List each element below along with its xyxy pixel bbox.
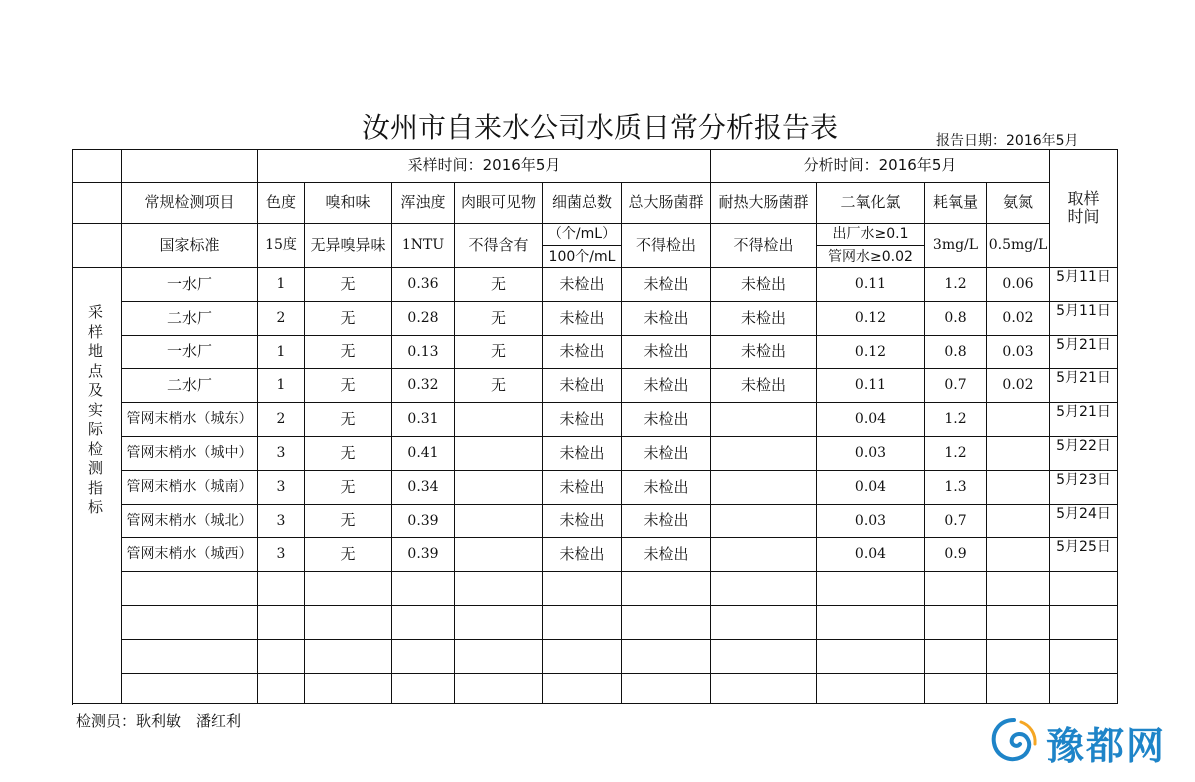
column-header: 耗氧量 (925, 183, 987, 224)
site-cell: 管网末梢水（城东） (122, 403, 258, 437)
value-cell: 0.13 (392, 336, 455, 369)
site-cell: 管网末梢水（城西） (122, 538, 258, 572)
corner-cell (72, 224, 122, 268)
value-cell: 0.04 (817, 403, 925, 437)
standard-value: 15度 (258, 224, 305, 268)
value-cell (258, 640, 305, 674)
value-cell: 1 (258, 369, 305, 403)
value-cell: 1.2 (925, 437, 987, 471)
value-cell: 0.12 (817, 336, 925, 369)
value-cell: 无 (305, 538, 392, 572)
site-cell (122, 572, 258, 606)
site-cell: 一水厂 (122, 268, 258, 302)
value-cell: 0.41 (392, 437, 455, 471)
value-cell: 2 (258, 403, 305, 437)
value-cell (455, 640, 543, 674)
date-cell: 5月22日 (1050, 437, 1118, 471)
value-cell (711, 674, 817, 704)
value-cell (455, 674, 543, 704)
value-cell: 无 (305, 369, 392, 403)
value-cell (817, 606, 925, 640)
value-cell: 未检出 (543, 268, 622, 302)
date-cell: 5月21日 (1050, 336, 1118, 369)
value-cell: 未检出 (543, 302, 622, 336)
site-cell: 管网末梢水（城北） (122, 505, 258, 538)
column-header: 总大肠菌群 (622, 183, 711, 224)
value-cell: 0.11 (817, 369, 925, 403)
value-cell: 0.02 (987, 302, 1050, 336)
value-cell: 0.34 (392, 471, 455, 505)
value-cell: 3 (258, 471, 305, 505)
sample-time-header: 取样 时间 (1050, 149, 1118, 268)
value-cell (711, 572, 817, 606)
column-header: 氨氮 (987, 183, 1050, 224)
corner-cell (72, 149, 122, 183)
value-cell (455, 606, 543, 640)
value-cell: 未检出 (622, 268, 711, 302)
date-cell: 5月23日 (1050, 471, 1118, 505)
inspectors-line: 检测员：耿利敏 潘红利 (76, 712, 242, 730)
value-cell: 未检出 (622, 403, 711, 437)
standard-value: 不得含有 (455, 224, 543, 268)
column-header: 耐热大肠菌群 (711, 183, 817, 224)
location-label: 采样 地点 及实 际检 测指 标 (72, 268, 122, 704)
site-cell: 管网末梢水（城南） (122, 471, 258, 505)
value-cell: 0.7 (925, 369, 987, 403)
value-cell: 1 (258, 268, 305, 302)
standard-value-split: （个/mL） 100个/mL (543, 224, 622, 268)
date-cell (1050, 674, 1118, 704)
standard-value: 无异嗅异味 (305, 224, 392, 268)
value-cell (258, 674, 305, 704)
value-cell: 0.9 (925, 538, 987, 572)
value-cell: 0.31 (392, 403, 455, 437)
standard-header: 国家标准 (122, 224, 258, 268)
value-cell (987, 674, 1050, 704)
report-date: 报告日期：2016年5月 (936, 133, 1079, 149)
column-header: 二氧化氯 (817, 183, 925, 224)
value-cell: 无 (455, 268, 543, 302)
value-cell: 未检出 (711, 268, 817, 302)
value-cell (711, 640, 817, 674)
value-cell: 无 (455, 336, 543, 369)
swirl-logo-icon (988, 714, 1040, 770)
item-header: 常规检测项目 (122, 183, 258, 224)
value-cell: 1.3 (925, 471, 987, 505)
value-cell: 未检出 (622, 538, 711, 572)
standard-value: 3mg/L (925, 224, 987, 268)
value-cell: 0.03 (817, 437, 925, 471)
value-cell (455, 403, 543, 437)
value-cell: 无 (305, 302, 392, 336)
value-cell: 无 (305, 437, 392, 471)
value-cell: 未检出 (543, 471, 622, 505)
value-cell: 3 (258, 538, 305, 572)
value-cell (622, 640, 711, 674)
value-cell: 未检出 (622, 369, 711, 403)
value-cell (987, 572, 1050, 606)
column-header: 浑浊度 (392, 183, 455, 224)
value-cell: 0.12 (817, 302, 925, 336)
value-cell: 无 (305, 471, 392, 505)
value-cell: 未检出 (622, 336, 711, 369)
value-cell: 0.04 (817, 471, 925, 505)
column-header: 色度 (258, 183, 305, 224)
value-cell: 无 (305, 403, 392, 437)
value-cell (925, 640, 987, 674)
corner-cell (122, 149, 258, 183)
value-cell (543, 674, 622, 704)
date-cell: 5月21日 (1050, 369, 1118, 403)
value-cell: 1.2 (925, 403, 987, 437)
analysis-time-header: 分析时间：2016年5月 (711, 149, 1050, 183)
value-cell (455, 437, 543, 471)
value-cell (817, 572, 925, 606)
value-cell: 未检出 (711, 369, 817, 403)
value-cell (622, 674, 711, 704)
value-cell (987, 640, 1050, 674)
value-cell: 0.8 (925, 336, 987, 369)
watermark-text: 豫都网 (1046, 723, 1167, 768)
standard-value: 0.5mg/L (987, 224, 1050, 268)
value-cell: 0.36 (392, 268, 455, 302)
value-cell: 3 (258, 505, 305, 538)
value-cell (455, 538, 543, 572)
value-cell: 0.39 (392, 538, 455, 572)
value-cell: 未检出 (543, 403, 622, 437)
standard-value: 不得检出 (622, 224, 711, 268)
value-cell: 0.8 (925, 302, 987, 336)
site-cell (122, 606, 258, 640)
standard-value-split: 出厂水≥0.1 管网水≥0.02 (817, 224, 925, 268)
value-cell (622, 572, 711, 606)
value-cell: 未检出 (622, 471, 711, 505)
value-cell: 2 (258, 302, 305, 336)
value-cell (392, 674, 455, 704)
value-cell (305, 674, 392, 704)
value-cell: 无 (305, 505, 392, 538)
value-cell (392, 572, 455, 606)
value-cell (258, 606, 305, 640)
value-cell (925, 572, 987, 606)
value-cell (817, 640, 925, 674)
value-cell: 无 (305, 268, 392, 302)
date-cell: 5月11日 (1050, 268, 1118, 302)
value-cell: 0.39 (392, 505, 455, 538)
value-cell (543, 640, 622, 674)
value-cell (711, 538, 817, 572)
value-cell (543, 606, 622, 640)
value-cell (455, 471, 543, 505)
value-cell: 未检出 (543, 437, 622, 471)
value-cell (305, 606, 392, 640)
value-cell: 无 (455, 369, 543, 403)
value-cell: 未检出 (543, 505, 622, 538)
value-cell: 1.2 (925, 268, 987, 302)
value-cell (622, 606, 711, 640)
value-cell: 0.28 (392, 302, 455, 336)
value-cell (925, 674, 987, 704)
date-cell: 5月25日 (1050, 538, 1118, 572)
date-cell: 5月21日 (1050, 403, 1118, 437)
value-cell (711, 505, 817, 538)
value-cell (455, 505, 543, 538)
value-cell (258, 572, 305, 606)
site-cell (122, 674, 258, 704)
site-watermark (988, 714, 1166, 770)
standard-value: 1NTU (392, 224, 455, 268)
value-cell (987, 606, 1050, 640)
value-cell (987, 538, 1050, 572)
value-cell: 未检出 (622, 437, 711, 471)
value-cell: 无 (305, 336, 392, 369)
value-cell: 无 (455, 302, 543, 336)
site-cell: 二水厂 (122, 369, 258, 403)
value-cell: 未检出 (543, 336, 622, 369)
value-cell: 未检出 (622, 505, 711, 538)
value-cell: 0.02 (987, 369, 1050, 403)
value-cell: 未检出 (543, 369, 622, 403)
value-cell: 0.03 (817, 505, 925, 538)
value-cell: 1 (258, 336, 305, 369)
value-cell (925, 606, 987, 640)
value-cell (392, 606, 455, 640)
site-cell: 一水厂 (122, 336, 258, 369)
report-title: 汝州市自来水公司水质日常分析报告表 (361, 111, 838, 144)
value-cell (817, 674, 925, 704)
value-cell: 未检出 (622, 302, 711, 336)
value-cell (711, 471, 817, 505)
value-cell (987, 471, 1050, 505)
date-cell (1050, 572, 1118, 606)
column-header: 肉眼可见物 (455, 183, 543, 224)
value-cell: 3 (258, 437, 305, 471)
column-header: 细菌总数 (543, 183, 622, 224)
value-cell: 未检出 (711, 302, 817, 336)
value-cell: 未检出 (711, 336, 817, 369)
value-cell (987, 505, 1050, 538)
value-cell: 未检出 (543, 538, 622, 572)
date-cell: 5月24日 (1050, 505, 1118, 538)
value-cell: 0.7 (925, 505, 987, 538)
value-cell (711, 606, 817, 640)
value-cell (987, 403, 1050, 437)
date-cell (1050, 606, 1118, 640)
sampling-time-header: 采样时间：2016年5月 (258, 149, 711, 183)
value-cell (987, 437, 1050, 471)
site-cell: 二水厂 (122, 302, 258, 336)
site-cell: 管网末梢水（城中） (122, 437, 258, 471)
value-cell (711, 437, 817, 471)
date-cell (1050, 640, 1118, 674)
standard-value: 不得检出 (711, 224, 817, 268)
corner-cell (72, 183, 122, 224)
value-cell (392, 640, 455, 674)
value-cell (455, 572, 543, 606)
value-cell: 0.03 (987, 336, 1050, 369)
column-header: 嗅和味 (305, 183, 392, 224)
date-cell: 5月11日 (1050, 302, 1118, 336)
value-cell: 0.11 (817, 268, 925, 302)
value-cell: 0.32 (392, 369, 455, 403)
value-cell (305, 572, 392, 606)
value-cell (711, 403, 817, 437)
value-cell (543, 572, 622, 606)
value-cell: 0.04 (817, 538, 925, 572)
value-cell: 0.06 (987, 268, 1050, 302)
value-cell (305, 640, 392, 674)
site-cell (122, 640, 258, 674)
